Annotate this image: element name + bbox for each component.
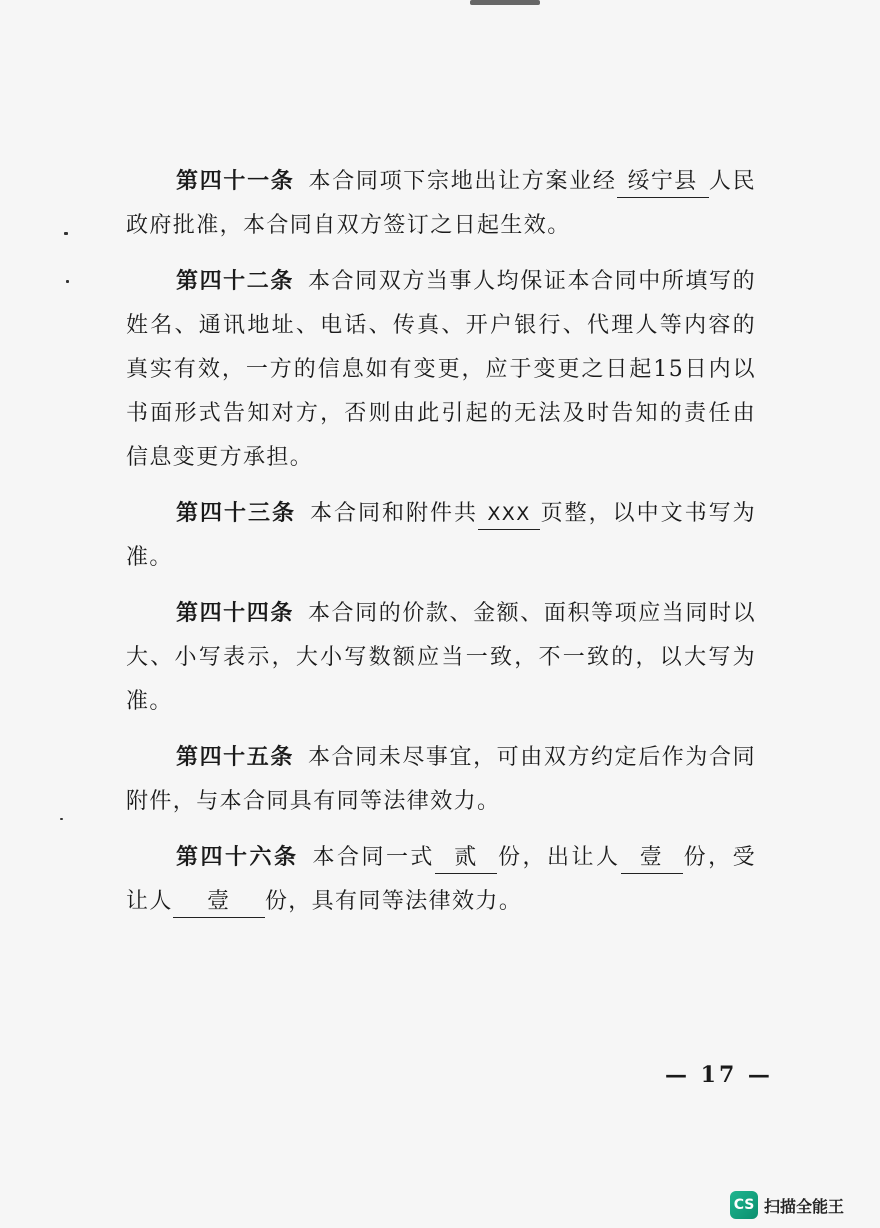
article-44: [126, 592, 756, 724]
fill-county: 绥宁县: [617, 167, 709, 198]
article-heading: 第四十一条: [176, 169, 295, 194]
article-heading: 第四十三条: [176, 501, 296, 526]
page-number: — 17 —: [665, 1062, 773, 1088]
article-text: 份，受让人: [126, 845, 756, 914]
scanner-watermark: [730, 1190, 844, 1220]
article-heading: 第四十四条: [176, 601, 294, 626]
article-text: 本合同项下宗地出让方案业经: [308, 169, 617, 194]
article-text: 人民政府批准，本合同自双方签订之日起生效。: [126, 169, 756, 238]
article-text: 份，具有同等法律效力。: [264, 889, 523, 914]
article-41: [126, 160, 756, 248]
article-46: [126, 836, 756, 924]
fill-total-copies: 贰: [435, 843, 497, 874]
fill-grantee-copies: 壹: [173, 887, 265, 918]
article-text: 本合同的价款、金额、面积等项应当同时以大、小写表示，大小写数额应当一致，不一致的，以大写为准。: [126, 601, 756, 714]
article-text: 页整，以中文书写为准。: [126, 501, 756, 570]
article-text: 本合同和附件共: [310, 501, 478, 526]
article-heading: 第四十六条: [176, 845, 299, 870]
scan-speck: [60, 818, 63, 820]
article-heading: 第四十五条: [176, 745, 294, 770]
article-heading: 第四十二条: [176, 269, 294, 294]
article-45: [126, 736, 756, 824]
fill-grantor-copies: 壹: [621, 843, 683, 874]
article-43: [126, 492, 756, 580]
article-text: 本合同未尽事宜，可由双方约定后作为合同附件，与本合同具有同等法律效力。: [126, 745, 756, 814]
article-42: [126, 260, 756, 480]
scanner-label: 扫描全能王: [764, 1196, 845, 1216]
scan-speck: [64, 232, 68, 235]
scan-edge-mark: [470, 0, 540, 5]
scan-speck: [66, 280, 69, 283]
fill-page-count: XXX: [478, 499, 540, 530]
article-text: 份，出让人: [496, 845, 621, 870]
article-text: 本合同双方当事人均保证本合同中所填写的姓名、通讯地址、电话、传真、开户银行、代理人等内容的真实有效，一方的信息如有变更，应于变更之日起15日内以书面形式告知对方，否则由此引起的无法及时告知的责任由信息变更方承担。: [126, 269, 756, 470]
article-text: 本合同一式: [312, 845, 435, 870]
camscanner-logo-icon: CS: [730, 1191, 758, 1219]
contract-body: [126, 160, 756, 936]
